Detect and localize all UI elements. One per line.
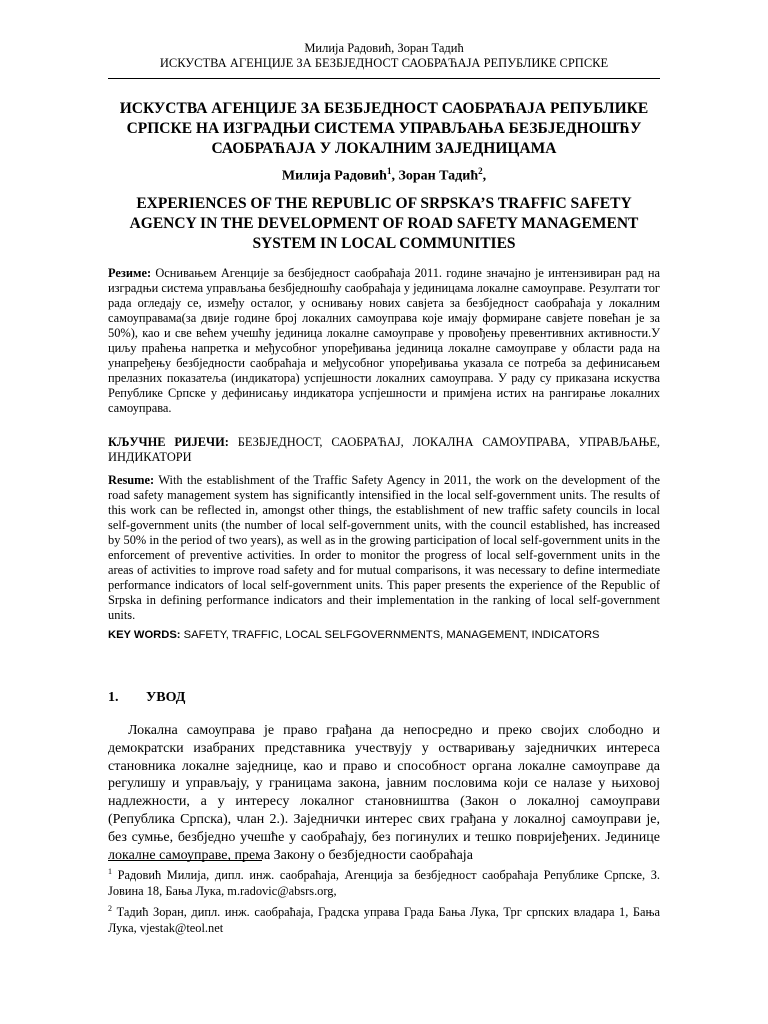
abstract-english xyxy=(108,473,660,623)
footnote-1 xyxy=(108,864,660,899)
abstract-serbian xyxy=(108,266,660,416)
keywords-english-text: SAFETY, TRAFFIC, LOCAL SELFGOVERNMENTS, MANAGEMENT, INDICATORS xyxy=(180,629,600,641)
author-line-tail: , xyxy=(482,168,487,184)
running-head xyxy=(108,41,660,71)
abstract-serbian-label: Резиме: xyxy=(108,266,152,280)
keywords-serbian-text: БЕЗБЈЕДНОСТ, САОБРАЋАЈ, ЛОКАЛНА САМОУПРАВА, УПРАВЉАЊЕ, ИНДИКАТОРИ xyxy=(108,435,660,464)
footnote-separator xyxy=(108,860,262,861)
footnote-2 xyxy=(108,901,660,936)
abstract-english-text: With the establishment of the Traffic Safety Agency in 2011, the work on the development of the road safety management system has significantly intensified in the local self-government units. The results of this work can be reflected in, amongst other things, the establishment of new traffic safety councils in local self-government units (the number of local self-government units, with the council established, has increased by 50% in the period of two years), as well as in the growing participation of local self-government units in the enforcement of preventive activities. In order to monitor the progress of local self-government units in the areas of activities to improve road safety and for mutual comparisons, it was necessary to define intermediate performance indicators of local self-government units. This paper presents the experience of the Republic of Srpska in defining performance indicators and their implementation in the ranking of local self-government units. xyxy=(108,473,660,622)
author-1-name: Милија Радовић xyxy=(281,168,387,184)
keywords-serbian xyxy=(108,435,660,465)
keywords-serbian-label: КЉУЧНЕ РИЈЕЧИ: xyxy=(108,435,229,449)
footnote-1-mark: 1 xyxy=(108,867,112,876)
section-title: УВОД xyxy=(146,690,186,705)
running-head-title: ИСКУСТВА АГЕНЦИЈЕ ЗА БЕЗБЈЕДНОСТ САОБРАЋАЈА РЕПУБЛИКЕ СРПСКЕ xyxy=(159,56,609,70)
abstract-english-label: Resume: xyxy=(108,473,155,487)
running-head-authors: Милија Радовић, Зоран Тадић xyxy=(304,41,464,55)
abstract-serbian-text: Оснивањем Агенције за безбједност саобраћаја 2011. године значајно је интензивиран рад на изградњи система управљања безбједношћу саобраћаја у јединицама локалне самоуправе. Резултати тог рада огледају се, између осталог, у оснивању нових савјета за безбједност саобраћаја у локалним самоуправама(за двије године број локалних самоуправа које имају формиране савјете повећан је за 50%), као и све већем учешћу јединица локалне самоуправе у провођењу превентивних активности.У циљу праћења напретка и међусобног упоређивања јединица локалне самоуправе у области рада на унапређењу безбједности саобраћаја и међусобног упоређивања указала се потреба за дефинисањем прелазних показатеља (индикатора) успјешности локалних самоуправа. У раду су приказана искуства Републике Српске у дефинисању индикатора успјешности и примјена истих на рангирање локалних самоуправа. xyxy=(108,266,660,415)
introduction-paragraph: Локална самоуправа је право грађана да непосредно и преко својих слободно и демократски изабраних представника учествују у остваривању заједничких интереса становника локалне заједнице, као и право и способност органа локалне самоуправе да регулишу и управљају, у границама закона, јавним пословима који се налазе у њиховој надлежности, а у интересу локалног становништва (Закон о локалној самоуправи (Република Српска), члан 2.). Заједнички интерес свих грађана у локалној самоуправи је, без сумње, безбједно учешће у саобраћају, без погинулих и тешко повријеђених. Јединице локалне самоуправе, према Закону о безбједности саобраћаја xyxy=(108,723,660,863)
author-separator: , xyxy=(391,168,399,184)
author-line xyxy=(108,162,660,186)
author-2-footnote-mark: 2 xyxy=(478,166,483,176)
section-heading-introduction xyxy=(108,689,660,707)
paper-title-serbian: ИСКУСТВА АГЕНЦИЈЕ ЗА БЕЗБЈЕДНОСТ САОБРАЋАЈА РЕПУБЛИКЕ СРПСКЕ НА ИЗГРАДЊИ СИСТЕМА УПРАВЉАЊА БЕЗБЈЕДНОШЋУ САОБРАЋАЈА У ЛОКАЛНИМ ЗАЈЕДНИЦАМА xyxy=(119,100,649,157)
footnote-2-text: Тадић Зоран, дипл. инж. саобраћаја, Градска управа Града Бања Лука, Трг српских владара 1, Бања Лука, vjestak@teol.net xyxy=(108,905,660,936)
author-1-footnote-mark: 1 xyxy=(386,166,392,176)
keywords-english-label: KEY WORDS: xyxy=(108,629,181,641)
footnote-2-mark: 2 xyxy=(108,904,112,914)
paper-title-english: EXPERIENCES OF THE REPUBLIC OF SRPSKA’S TRAFFIC SAFETY AGENCY IN THE DEVELOPMENT OF ROAD SAFETY MANAGEMENT SYSTEM IN LOCAL COMMUNITIES xyxy=(129,195,639,252)
header-rule xyxy=(108,78,660,79)
author-2-name: Зоран Тадић xyxy=(398,168,479,184)
section-number: 1. xyxy=(108,690,119,705)
keywords-english xyxy=(108,627,660,643)
footnotes xyxy=(108,864,660,939)
footnote-1-text: Радовић Милија, дипл. инж. саобраћаја, Агенција за безбједност саобраћаја Републике Српске, З. Јовина 18, Бања Лука, m.radovic@absrs.org, xyxy=(108,868,660,898)
